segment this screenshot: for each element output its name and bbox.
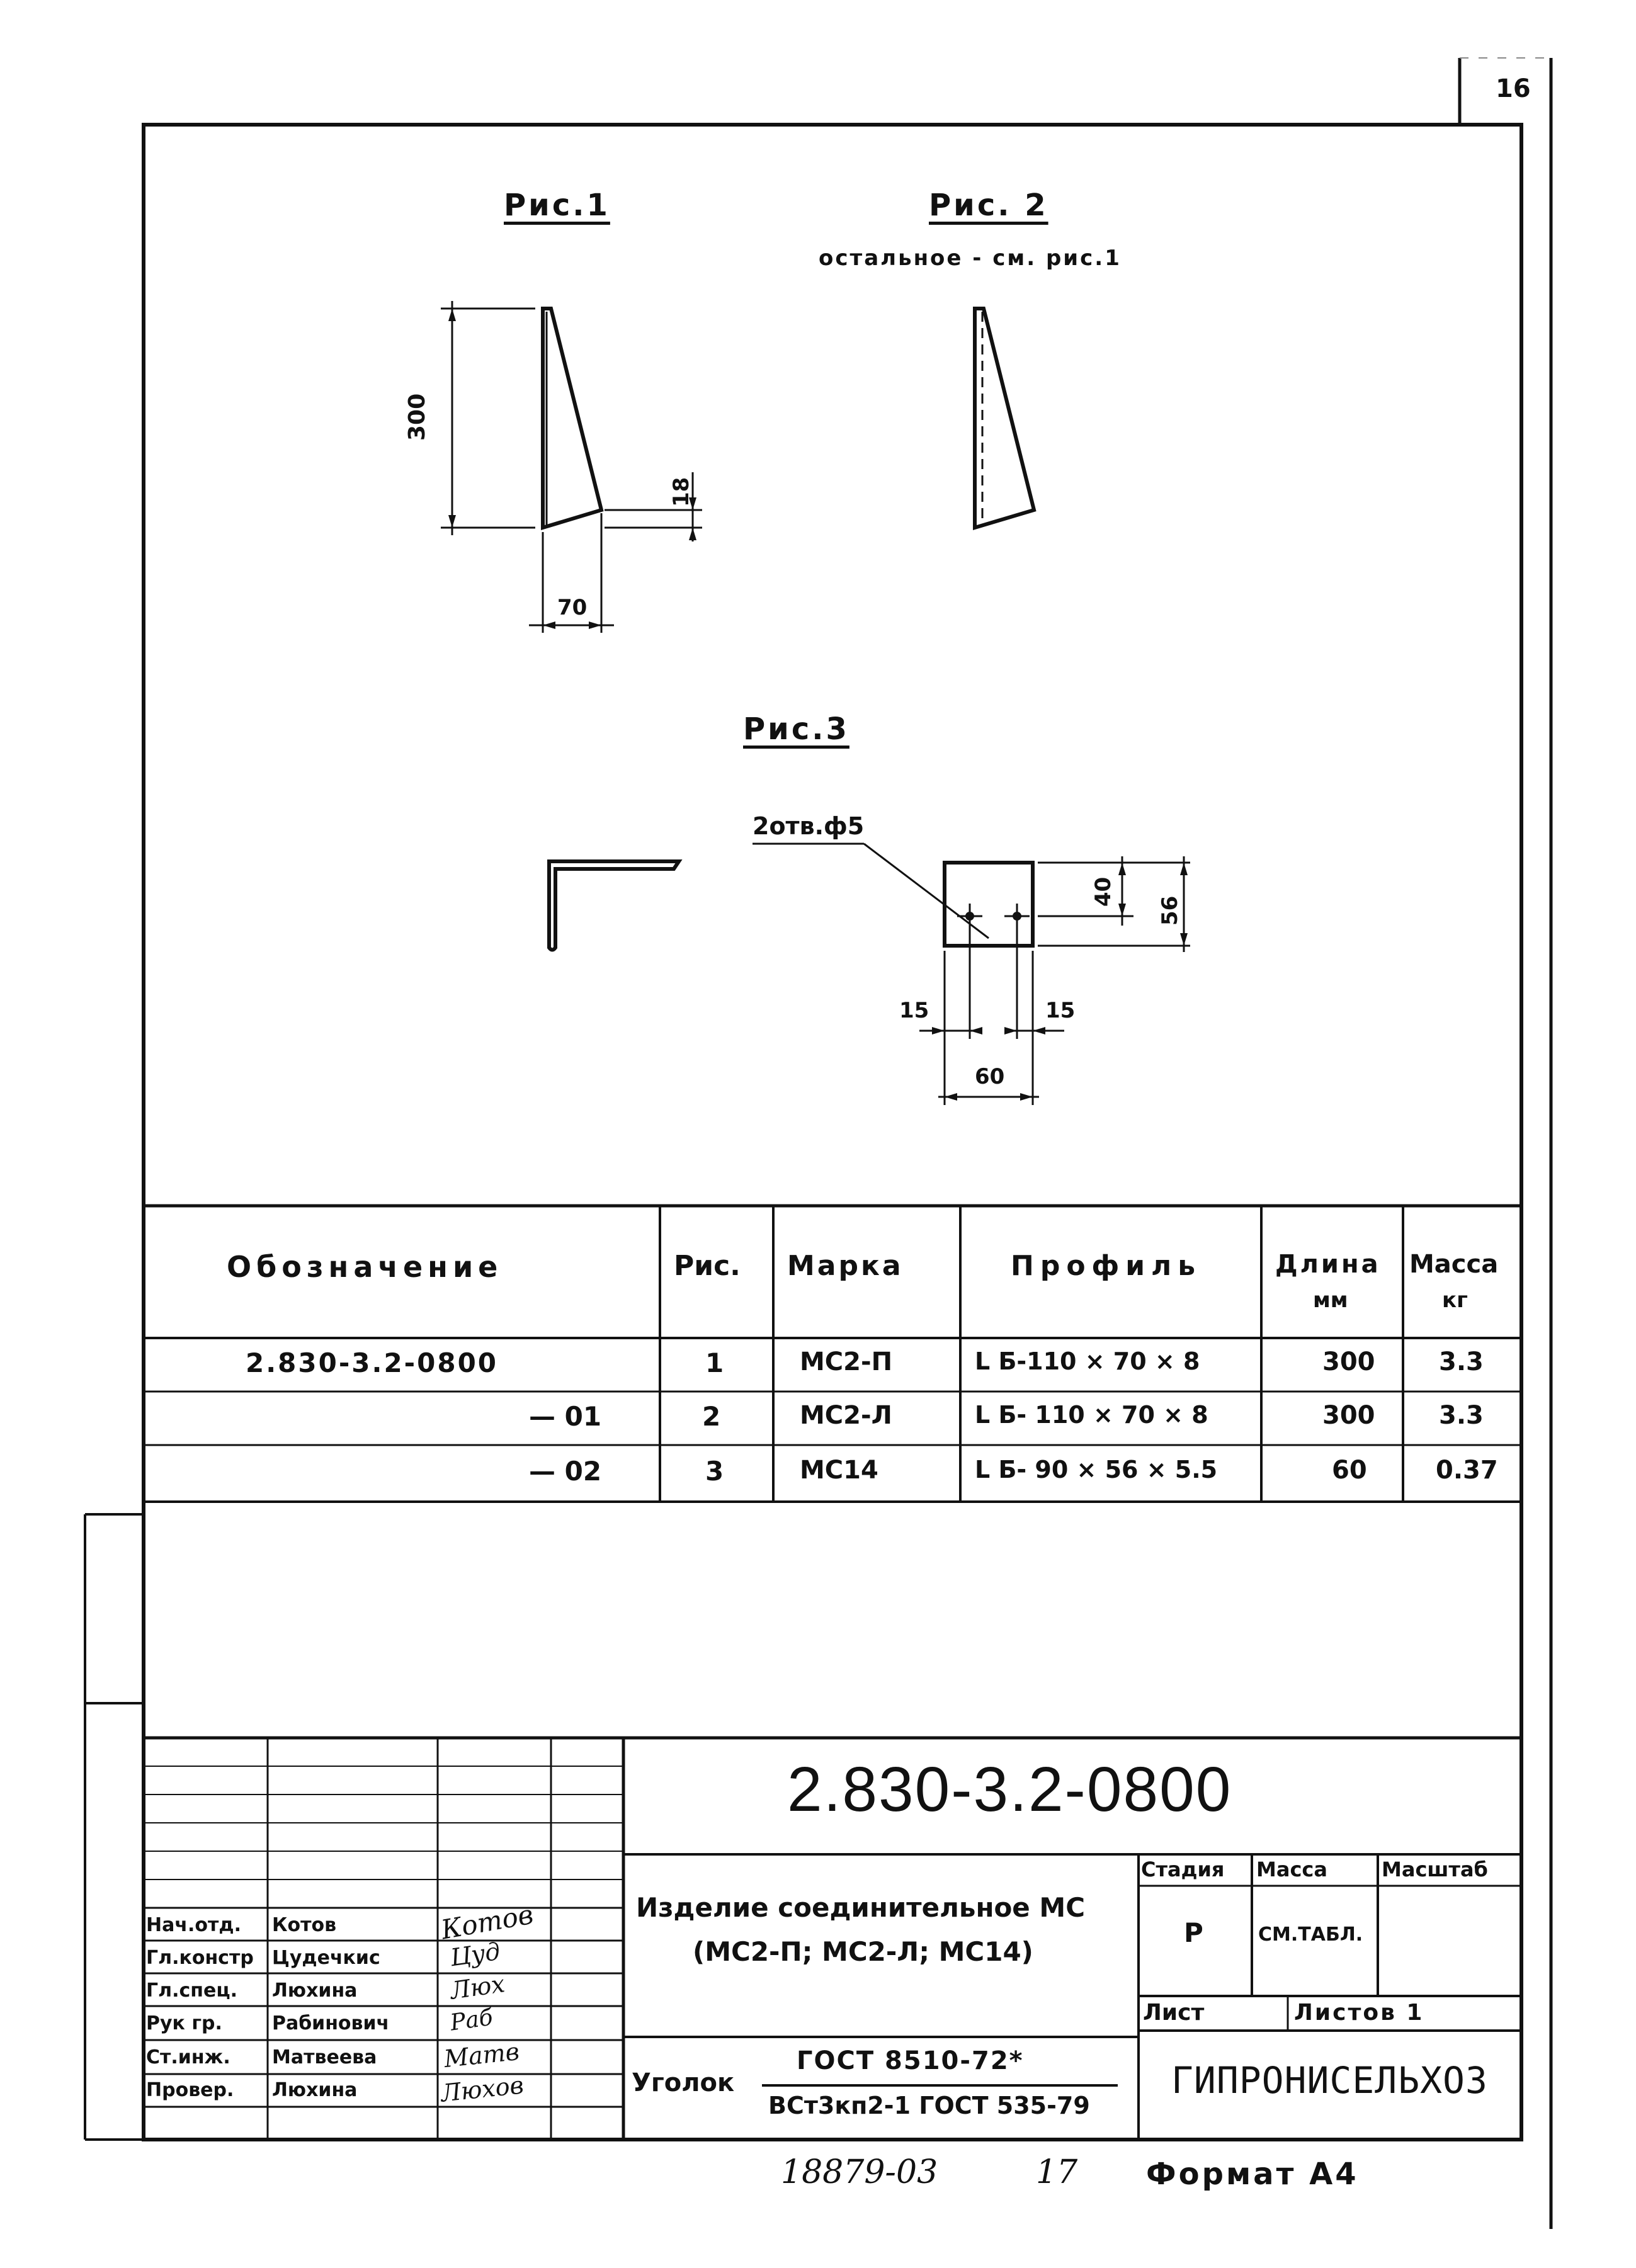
figure-3-drawing	[535, 819, 1228, 1121]
spec-header-length-unit: мм	[1313, 1288, 1348, 1313]
table-row-3-profile: L Б- 90 × 56 × 5.5	[975, 1456, 1218, 1483]
spec-header-length: Длина	[1275, 1250, 1381, 1279]
table-row-2-designation: — 01	[529, 1401, 602, 1432]
spec-header-mass-unit: кг	[1442, 1288, 1468, 1313]
table-row-1-mass: 3.3	[1439, 1347, 1484, 1376]
footer-sheet-number: 17	[1036, 2153, 1078, 2191]
figure-2-note: остальное - см. рис.1	[819, 246, 1122, 271]
figure-3-dim-15-right: 15	[1045, 998, 1076, 1023]
staff-signature-2: Цуд	[448, 1937, 502, 1972]
figure-1-drawing	[409, 290, 724, 642]
table-row-1-length: 300	[1322, 1347, 1375, 1376]
staff-name-4: Рабинович	[272, 2012, 390, 2034]
product-name-line1: Изделие соединительное МС	[636, 1892, 1086, 1923]
staff-signature-4: Раб	[448, 2004, 495, 2036]
staff-role-4: Рук гр.	[146, 2012, 222, 2034]
table-row-2-mark: МС2-Л	[800, 1401, 892, 1430]
product-name-line2: (МС2-П; МС2-Л; МС14)	[693, 1936, 1033, 1967]
figure-1-title: Рис.1	[504, 188, 610, 223]
spec-header-fig: Рис.	[674, 1250, 741, 1282]
sheets-label: Листов 1	[1294, 2000, 1424, 2026]
table-row-1-mark: МС2-П	[800, 1347, 893, 1376]
mass-value: СМ.ТАБЛ.	[1258, 1924, 1363, 1946]
figure-1-dim-height: 300	[404, 393, 430, 441]
document-code: 2.830-3.2-0800	[787, 1754, 1232, 1825]
table-row-2-mass: 3.3	[1439, 1401, 1484, 1430]
mass-header: Масса	[1256, 1857, 1327, 1881]
table-row-3-mark: МС14	[800, 1456, 878, 1485]
staff-signature-5: Матв	[443, 2037, 521, 2073]
staff-name-3: Люхина	[272, 1980, 358, 2002]
stage-header: Стадия	[1141, 1857, 1225, 1881]
spec-header-profile: Профиль	[1011, 1250, 1202, 1282]
figure-2-drawing	[957, 290, 1083, 541]
sheet-label: Лист	[1143, 2000, 1205, 2026]
standard-bottom: ВСт3кп2-1 ГОСТ 535-79	[768, 2092, 1090, 2119]
table-row-1-fig: 1	[705, 1347, 724, 1378]
staff-signature-1: Котов	[438, 1898, 536, 1946]
stage-value: Р	[1184, 1917, 1203, 1948]
staff-role-5: Ст.инж.	[146, 2046, 230, 2068]
format-label: Формат А4	[1146, 2157, 1359, 2192]
spec-header-mass: Масса	[1409, 1250, 1499, 1279]
table-row-3-length: 60	[1332, 1456, 1367, 1485]
staff-role-2: Гл.констр	[146, 1947, 254, 1969]
material-label: Уголок	[632, 2068, 735, 2097]
figure-3-dim-15-left: 15	[899, 998, 929, 1023]
staff-role-3: Гл.спец.	[146, 1980, 237, 2002]
scale-header: Масштаб	[1382, 1857, 1488, 1881]
table-row-3-mass: 0.37	[1436, 1456, 1498, 1485]
footer-inventory-number: 18879-03	[781, 2153, 938, 2191]
spec-header-mark: Марка	[787, 1250, 904, 1282]
figure-3-holes-label: 2отв.ф5	[753, 812, 865, 840]
table-row-2-length: 300	[1322, 1401, 1375, 1430]
table-row-2-profile: L Б- 110 × 70 × 8	[975, 1401, 1208, 1429]
staff-name-1: Котов	[272, 1914, 337, 1936]
figure-1-dim-width: 70	[557, 595, 588, 620]
staff-role-1: Нач.отд.	[146, 1914, 241, 1936]
table-row-3-fig: 3	[705, 1456, 724, 1487]
figure-3-dim-40: 40	[1091, 876, 1116, 907]
staff-name-6: Люхина	[272, 2079, 358, 2101]
standard-top: ГОСТ 8510-72*	[797, 2046, 1024, 2075]
page-number: 16	[1496, 74, 1531, 103]
figure-3-dim-60: 60	[975, 1064, 1005, 1089]
spec-header-designation: Обозначение	[227, 1250, 503, 1284]
organization-name: ГИПРОНИСЕЛЬХОЗ	[1171, 2059, 1488, 2102]
staff-signature-3: Люх	[448, 1970, 507, 2005]
figure-3-title: Рис.3	[743, 712, 849, 747]
staff-signature-6: Люхов	[440, 2071, 525, 2107]
staff-role-6: Провер.	[146, 2079, 234, 2101]
table-row-2-fig: 2	[702, 1401, 721, 1432]
staff-name-2: Цудечкис	[272, 1947, 380, 1969]
table-row-1-profile: L Б-110 × 70 × 8	[975, 1347, 1200, 1375]
staff-name-5: Матвеева	[272, 2046, 377, 2068]
figure-2-title: Рис. 2	[929, 188, 1048, 223]
figure-3-dim-56: 56	[1157, 895, 1183, 926]
figure-1-dim-tip: 18	[669, 477, 694, 507]
table-row-3-designation: — 02	[529, 1456, 602, 1487]
table-row-1-designation: 2.830-3.2-0800	[246, 1347, 499, 1378]
